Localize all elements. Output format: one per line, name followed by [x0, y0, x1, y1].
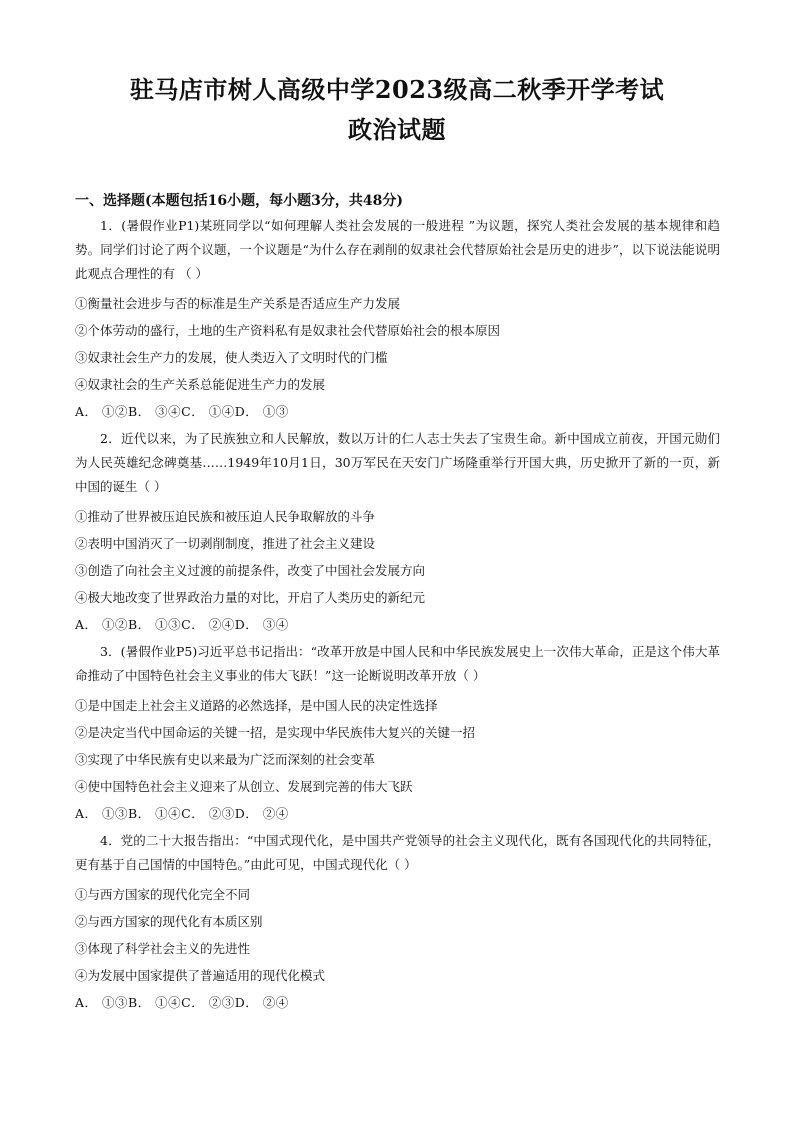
question-option: ②是决定当代中国命运的关键一招，是实现中华民族伟大复兴的关键一招 — [75, 725, 476, 740]
question-3 — [75, 640, 720, 827]
question-stem: 1．(暑假作业P1)某班同学以“如何理解人类社会发展的一般进程 ”为议题，探究人类社会发展的基本规律和趋势。同学们讨论了两个议题，一个议题是“为什么存在剥削的奴隶社会代替原始社会是历史的进步”，以下说法能说明此观点合理性的有 （ ） — [75, 218, 720, 281]
question-option: ④使中国特色社会主义迎来了从创立、发展到完善的伟大飞跃 — [75, 779, 413, 794]
question-option: ④奴隶社会的生产关系总能促进生产力的发展 — [75, 377, 326, 392]
question-option: ①与西方国家的现代化完全不同 — [75, 887, 251, 902]
question-option: ①是中国走上社会主义道路的必然选择，是中国人民的决定性选择 — [75, 698, 438, 713]
question-4 — [75, 829, 720, 1016]
question-option: ①衡量社会进步与否的标准是生产关系是否适应生产力发展 — [75, 296, 401, 311]
section-heading: 一、选择题(本题包括16小题，每小题3分，共48分) — [75, 193, 403, 209]
question-option: ①推动了世界被压迫民族和被压迫人民争取解放的斗争 — [75, 509, 376, 524]
question-option: ④为发展中国家提供了普遍适用的现代化模式 — [75, 968, 326, 983]
question-2 — [75, 427, 720, 638]
question-option: ④极大地改变了世界政治力量的对比，开启了人类历史的新纪元 — [75, 590, 426, 605]
answer-choices: A． ①③B． ①④C． ②③D． ②④ — [75, 995, 289, 1010]
answer-choices: A． ①③B． ①④C． ②③D． ②④ — [75, 806, 289, 821]
question-option: ②与西方国家的现代化有本质区别 — [75, 914, 263, 929]
question-option: ③创造了向社会主义过渡的前提条件，改变了中国社会发展方向 — [75, 563, 426, 578]
question-option: ③体现了科学社会主义的先进性 — [75, 941, 251, 956]
question-1 — [75, 214, 720, 425]
question-stem: 4．党的二十大报告指出：“中国式现代化，是中国共产党领导的社会主义现代化，既有各国现代化的共同特征，更有基于自己国情的中国特色。”由此可见，中国式现代化（ ） — [75, 833, 720, 872]
question-stem: 3．(暑假作业P5)习近平总书记指出：“改革开放是中国人民和中华民族发展史上一次伟大革命，正是这个伟大革命推动了中国特色社会主义事业的伟大飞跃！”这一论断说明改革开放（ ） — [75, 644, 720, 683]
exam-title: 驻马店市树人高级中学2023级高二秋季开学考试 — [129, 75, 665, 104]
answer-choices: A． ①②B． ①③C． ②④D． ③④ — [75, 617, 289, 632]
exam-subject-title: 政治试题 — [348, 115, 446, 144]
question-option: ②表明中国消灭了一切剥削制度，推进了社会主义建设 — [75, 536, 376, 551]
answer-choices: A． ①②B． ③④C． ①④D． ①③ — [75, 404, 289, 419]
question-option: ②个体劳动的盛行，土地的生产资料私有是奴隶社会代替原始社会的根本原因 — [75, 323, 501, 338]
question-list — [75, 214, 720, 1018]
question-option: ③实现了中华民族有史以来最为广泛而深刻的社会变革 — [75, 752, 376, 767]
question-stem: 2．近代以来，为了民族独立和人民解放，数以万计的仁人志士失去了宝贵生命。新中国成立前夜，开国元勋们为人民英雄纪念碑奠基……1949年10月1日，30万军民在天安门广场隆重举行开国大典，历史掀开了新的一页，新中国的诞生（ ） — [75, 431, 720, 494]
question-option: ③奴隶社会生产力的发展，使人类迈入了文明时代的门槛 — [75, 350, 388, 365]
